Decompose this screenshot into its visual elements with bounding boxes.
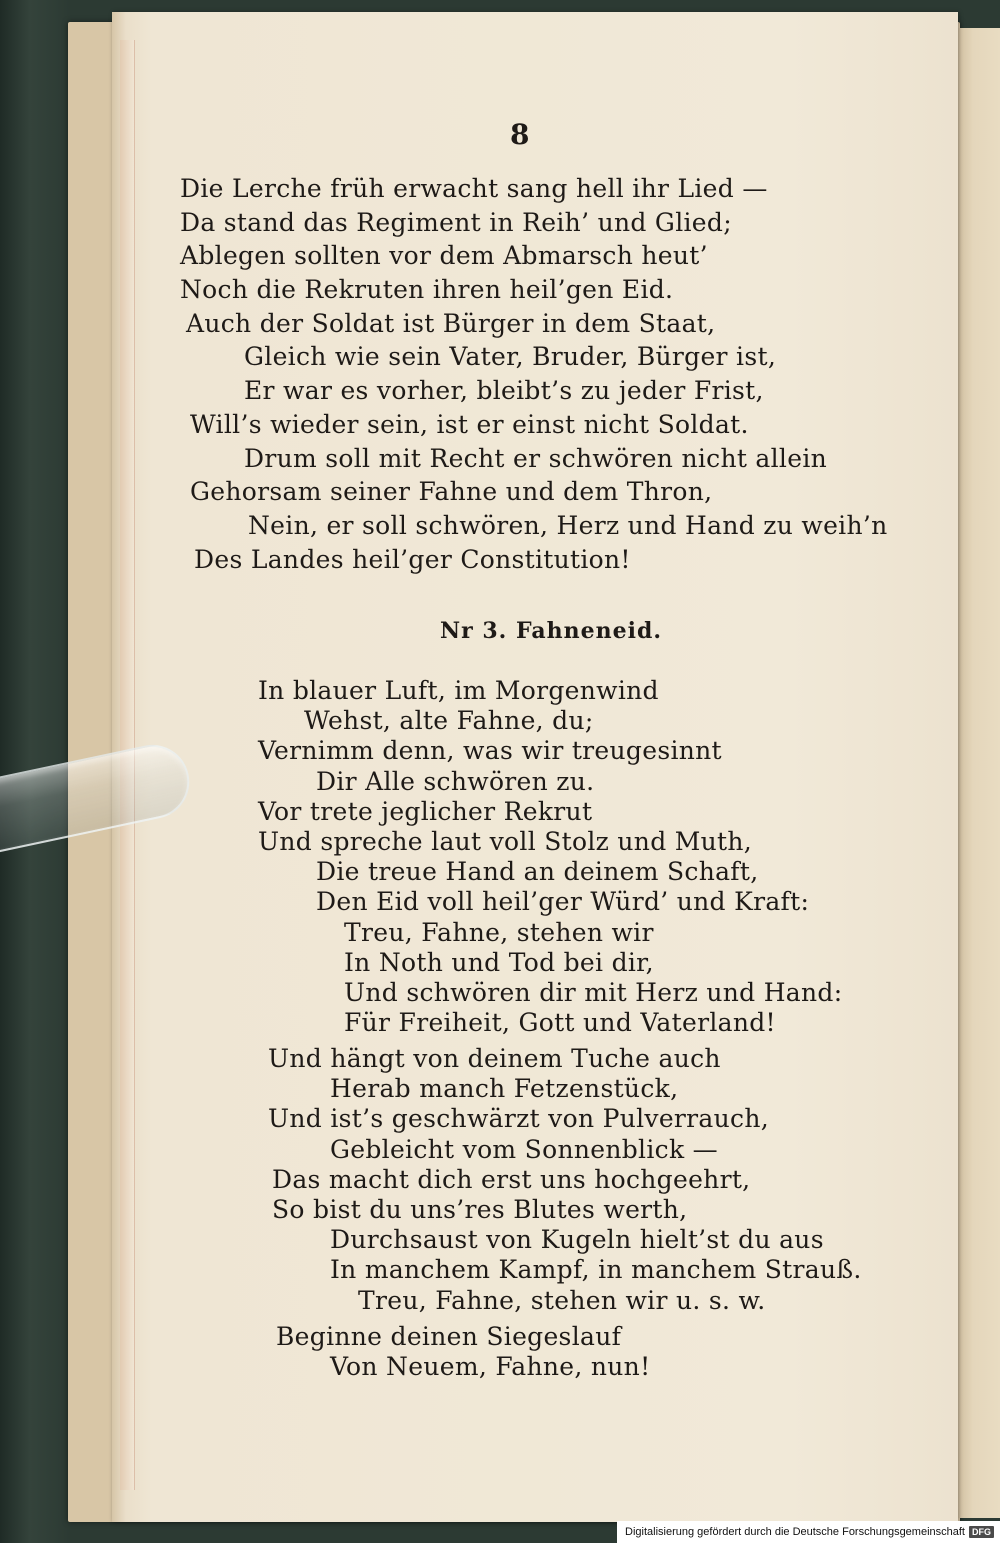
- poem-line: Will’s wieder sein, ist er einst nicht Soldat.: [190, 409, 749, 439]
- digitization-footer: [617, 1521, 1000, 1543]
- poem-line: Das macht dich erst uns hochgeehrt,: [272, 1164, 751, 1194]
- poem-line: Herab manch Fetzenstück,: [330, 1074, 679, 1104]
- poem-stanza-3: [258, 1044, 878, 1316]
- poem-line: Er war es vorher, bleibt’s zu jeder Frist,: [244, 376, 764, 406]
- poem-line: Und spreche laut voll Stolz und Muth,: [258, 826, 753, 856]
- poem-line: Gleich wie sein Vater, Bruder, Bürger ist,: [244, 342, 777, 372]
- poem-line: Für Freiheit, Gott und Vaterland!: [344, 1008, 776, 1038]
- poem-line: Da stand das Regiment in Reih’ und Glied;: [180, 207, 732, 237]
- poem-line: Vernimm denn, was wir treugesinnt: [258, 736, 722, 766]
- poem-line: Treu, Fahne, stehen wir u. s. w.: [358, 1285, 766, 1315]
- poem-line: Gehorsam seiner Fahne und dem Thron,: [190, 477, 713, 507]
- poem-line: In blauer Luft, im Morgenwind: [258, 676, 659, 705]
- poem-line: Drum soll mit Recht er schwören nicht allein: [244, 443, 828, 473]
- poem-line: Den Eid voll heil’ger Würd’ und Kraft:: [316, 887, 810, 917]
- poem-line: Die treue Hand an deinem Schaft,: [316, 857, 759, 887]
- page-number: 8: [510, 118, 530, 151]
- poem-line: Und hängt von deinem Tuche auch: [268, 1044, 721, 1073]
- poem-line: In manchem Kampf, in manchem Strauß.: [330, 1255, 862, 1285]
- poem-line: Dir Alle schwören zu.: [316, 766, 595, 796]
- footer-text: Digitalisierung gefördert durch die Deutsche Forschungsgemeinschaft: [625, 1526, 965, 1538]
- poem-stanza-2: [258, 676, 878, 1038]
- poem-line: Beginne deinen Siegeslauf: [276, 1322, 622, 1351]
- poem-line: Nein, er soll schwören, Herz und Hand zu weih’n: [248, 510, 888, 540]
- poem-line: Vor trete jeglicher Rekrut: [258, 796, 593, 826]
- poem-line: Des Landes heil’ger Constitution!: [194, 544, 631, 574]
- poem-line: Und ist’s geschwärzt von Pulverrauch,: [268, 1104, 769, 1134]
- poem-line: Durchsaust von Kugeln hielt’st du aus: [330, 1225, 824, 1255]
- dfg-logo: DFG: [969, 1526, 994, 1538]
- poem-line: So bist du uns’res Blutes werth,: [272, 1194, 688, 1224]
- poem-stanza-1: [180, 172, 888, 576]
- poem-line: Noch die Rekruten ihren heil’gen Eid.: [180, 275, 674, 305]
- poem-line: Und schwören dir mit Herz und Hand:: [344, 977, 843, 1007]
- poem-stanza-4: [258, 1322, 878, 1382]
- poem-line: Ablegen sollten vor dem Abmarsch heut’: [180, 241, 708, 271]
- poem-line: In Noth und Tod bei dir,: [344, 947, 654, 977]
- poem-line: Treu, Fahne, stehen wir: [344, 917, 654, 947]
- next-page-edge: [955, 28, 1000, 1518]
- poem-line: Von Neuem, Fahne, nun!: [330, 1352, 651, 1382]
- section-heading: Nr 3. Fahneneid.: [440, 618, 663, 644]
- poem-line: Auch der Soldat ist Bürger in dem Staat,: [186, 308, 716, 338]
- poem-line: Wehst, alte Fahne, du;: [304, 706, 594, 736]
- poem-line: Die Lerche früh erwacht sang hell ihr Lied —: [180, 174, 768, 203]
- poem-line: Gebleicht vom Sonnenblick —: [330, 1134, 718, 1164]
